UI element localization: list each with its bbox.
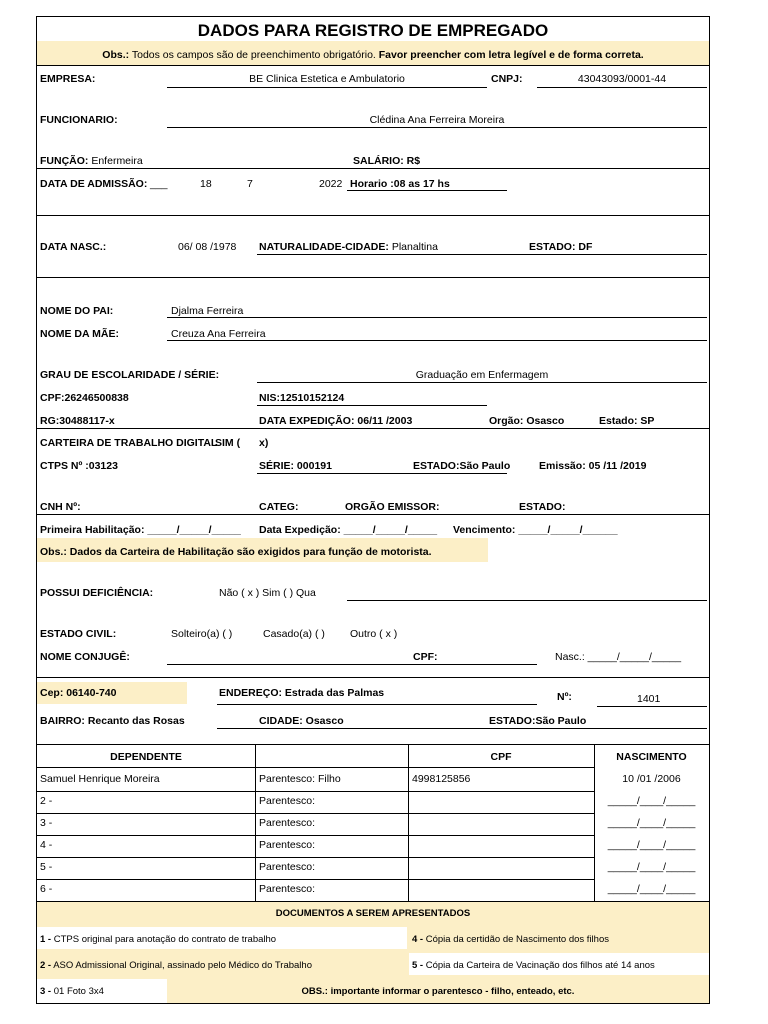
naturalidade-label: NATURALIDADE-CIDADE: xyxy=(259,241,389,253)
estado-civil-outro[interactable]: Outro ( x ) xyxy=(350,628,398,640)
habilitacao-expedicao[interactable]: Data Expedição: _____/_____/_____ xyxy=(259,524,438,536)
doc-item-text: ASO Admissional Original, assinado pelo Médico do Trabalho xyxy=(53,960,312,971)
numero-value[interactable]: 1401 xyxy=(637,693,661,705)
carteira-digital-x[interactable]: x) xyxy=(259,437,269,449)
estado-nasc-label: ESTADO: xyxy=(529,241,576,253)
ctps-emissao[interactable]: Emissão: 05 /11 /2019 xyxy=(539,460,647,472)
dependente-nome[interactable]: Samuel Henrique Moreira xyxy=(40,773,160,785)
doc-item-text: CTPS original para anotação do contrato de trabalho xyxy=(53,934,277,945)
estado-nasc xyxy=(529,241,592,253)
admissao-month[interactable]: 7 xyxy=(247,178,253,190)
cidade-value[interactable]: CIDADE: Osasco xyxy=(259,715,344,727)
salario-row xyxy=(353,155,420,167)
funcao-row xyxy=(40,155,143,167)
rg-value[interactable]: RG:30488117-x xyxy=(40,415,115,427)
nasc-label: DATA NASC.: xyxy=(40,241,107,253)
cnpj-value[interactable]: 43043093/0001-44 xyxy=(577,73,667,85)
deficiencia-label: POSSUI DEFICIÊNCIA: xyxy=(40,587,154,599)
doc-item-num: 3 - xyxy=(40,986,52,997)
rg-expedicao[interactable]: DATA EXPEDIÇÃO: 06/11 /2003 xyxy=(259,415,413,427)
doc-item xyxy=(412,934,609,945)
conjuge-nasc[interactable]: Nasc.: _____/_____/_____ xyxy=(555,651,682,663)
dependente-nome[interactable]: 5 - xyxy=(40,861,53,873)
cnh-label: CNH Nº: xyxy=(40,501,81,513)
doc-item-text: 01 Foto 3x4 xyxy=(53,986,104,997)
ctps-serie[interactable]: SÉRIE: 000191 xyxy=(259,460,332,472)
dependente-nascimento[interactable]: 10 /01 /2006 xyxy=(622,773,681,785)
dependente-nascimento[interactable]: _____/____/_____ xyxy=(607,795,696,807)
cnpj-label: CNPJ: xyxy=(491,73,523,85)
ctps-estado[interactable]: ESTADO:São Paulo xyxy=(413,460,511,472)
mae-value[interactable]: Creuza Ana Ferreira xyxy=(171,328,266,340)
salario-value[interactable]: R$ xyxy=(406,155,421,167)
dep-header-dependente: DEPENDENTE xyxy=(110,751,182,763)
horario[interactable]: Horario :08 as 17 hs xyxy=(350,178,450,190)
cpf-value[interactable]: CPF:26246500838 xyxy=(40,392,129,404)
funcionario-value[interactable]: Clédina Ana Ferreira Moreira xyxy=(369,114,505,126)
dependente-parentesco[interactable]: Parentesco: xyxy=(259,839,316,851)
nasc-value[interactable]: 06/ 08 /1978 xyxy=(178,241,237,253)
dependente-nome[interactable]: 6 - xyxy=(40,883,53,895)
obs-cnh xyxy=(40,546,432,558)
dependente-parentesco[interactable]: Parentesco: xyxy=(259,795,316,807)
documentos-title: DOCUMENTOS A SEREM APRESENTADOS xyxy=(275,908,471,919)
naturalidade xyxy=(259,241,438,253)
documentos-obs: OBS.: importante informar o parentesco - filho, enteado, etc. xyxy=(301,986,575,997)
form-title: DADOS PARA REGISTRO DE EMPREGADO xyxy=(197,21,549,40)
cnh-categ: CATEG: xyxy=(259,501,299,513)
conjuge-cpf[interactable]: CPF: xyxy=(413,651,438,663)
doc-item-text: Cópia da certidão de Nascimento dos filhos xyxy=(425,934,609,945)
doc-item-num: 5 - xyxy=(412,960,424,971)
doc-item xyxy=(40,960,312,971)
cnh-orgao: ORGÃO EMISSOR: xyxy=(345,501,440,513)
admissao-blank: ___ xyxy=(150,178,168,190)
pai-value[interactable]: Djalma Ferreira xyxy=(171,305,244,317)
dep-header-cpf: CPF xyxy=(490,751,512,763)
dependente-parentesco[interactable]: Parentesco: Filho xyxy=(259,773,341,785)
nis-value[interactable]: NIS:12510152124 xyxy=(259,392,345,404)
carteira-digital-sim[interactable]: SIM ( xyxy=(215,437,241,449)
dependente-nome[interactable]: 3 - xyxy=(40,817,53,829)
obs-top xyxy=(37,49,709,61)
escolaridade-value[interactable]: Graduação em Enfermagem xyxy=(415,369,549,381)
carteira-digital-label: CARTEIRA DE TRABALHO DIGITAL xyxy=(40,437,218,449)
obs-top-bold: Favor preencher com letra legível e de forma correta. xyxy=(378,49,644,61)
funcao-label: FUNÇÃO: xyxy=(40,155,89,167)
estado-civil-label: ESTADO CIVIL: xyxy=(40,628,117,640)
conjuge-label: NOME CONJUGÊ: xyxy=(40,651,130,663)
endereco-value[interactable]: ENDEREÇO: Estrada das Palmas xyxy=(219,687,385,699)
doc-item-num: 1 - xyxy=(40,934,52,945)
naturalidade-value[interactable]: Planaltina xyxy=(391,241,438,253)
dependente-nascimento[interactable]: _____/____/_____ xyxy=(607,817,696,829)
doc-item-num: 2 - xyxy=(40,960,52,971)
primeira-habilitacao[interactable]: Primeira Habilitação: _____/_____/_____ xyxy=(40,524,241,536)
doc-item xyxy=(40,934,276,945)
dependente-parentesco[interactable]: Parentesco: xyxy=(259,817,316,829)
dependente-nome[interactable]: 4 - xyxy=(40,839,53,851)
form-frame xyxy=(36,16,710,1004)
obs-top-prefix: Obs.: xyxy=(102,49,130,61)
estado-endereco-value[interactable]: ESTADO:São Paulo xyxy=(489,715,587,727)
estado-civil-solteiro[interactable]: Solteiro(a) ( ) xyxy=(171,628,233,640)
funcionario-label: FUNCIONARIO: xyxy=(40,114,118,126)
dep-header-nascimento: NASCIMENTO xyxy=(616,751,687,763)
mae-label: NOME DA MÃE: xyxy=(40,328,119,340)
estado-civil-casado[interactable]: Casado(a) ( ) xyxy=(263,628,325,640)
habilitacao-vencimento[interactable]: Vencimento: _____/_____/______ xyxy=(453,524,618,536)
obs-cnh-prefix: Obs.: xyxy=(40,546,67,558)
dependente-nascimento[interactable]: _____/____/_____ xyxy=(607,861,696,873)
empresa-value[interactable]: BE Clinica Estetica e Ambulatorio xyxy=(249,73,405,85)
ctps-value[interactable]: CTPS Nº :03123 xyxy=(40,460,118,472)
pai-label: NOME DO PAI: xyxy=(40,305,114,317)
doc-item xyxy=(412,960,655,971)
empresa-label: EMPRESA: xyxy=(40,73,96,85)
admissao-day[interactable]: 18 xyxy=(200,178,212,190)
doc-item xyxy=(40,986,104,997)
doc-item-text: Cópia da Carteira de Vacinação dos filhos até 14 anos xyxy=(425,960,655,971)
escolaridade-label: GRAU DE ESCOLARIDADE / SÉRIE: xyxy=(40,369,220,381)
funcao-value[interactable]: Enfermeira xyxy=(91,155,143,167)
dependente-nascimento[interactable]: _____/____/_____ xyxy=(607,883,696,895)
deficiencia-options[interactable]: Não ( x ) Sim ( ) Qua xyxy=(219,587,316,599)
dependente-nome[interactable]: 2 - xyxy=(40,795,53,807)
cnh-estado: ESTADO: xyxy=(519,501,566,513)
admissao-label: DATA DE ADMISSÃO: xyxy=(40,178,148,190)
dependente-nascimento[interactable]: _____/____/_____ xyxy=(607,839,696,851)
dependente-cpf[interactable]: 4998125856 xyxy=(412,773,471,785)
dependente-parentesco[interactable]: Parentesco: xyxy=(259,861,316,873)
estado-nasc-value[interactable]: DF xyxy=(578,241,593,253)
rg-orgao[interactable]: Orgão: Osasco xyxy=(489,415,565,427)
dependente-parentesco[interactable]: Parentesco: xyxy=(259,883,316,895)
bairro-value[interactable]: BAIRRO: Recanto das Rosas xyxy=(40,715,185,727)
admissao-year[interactable]: 2022 xyxy=(319,178,343,190)
rg-estado[interactable]: Estado: SP xyxy=(599,415,655,427)
salario-label: SALÁRIO: xyxy=(353,155,404,167)
obs-cnh-text: Dados da Carteira de Habilitação são exigidos para função de motorista. xyxy=(69,546,432,558)
doc-item-num: 4 - xyxy=(412,934,424,945)
obs-top-text: Todos os campos são de preenchimento obrigatório. xyxy=(131,49,376,61)
cep-value[interactable]: Cep: 06140-740 xyxy=(40,687,117,699)
numero-label: Nº: xyxy=(557,691,572,703)
